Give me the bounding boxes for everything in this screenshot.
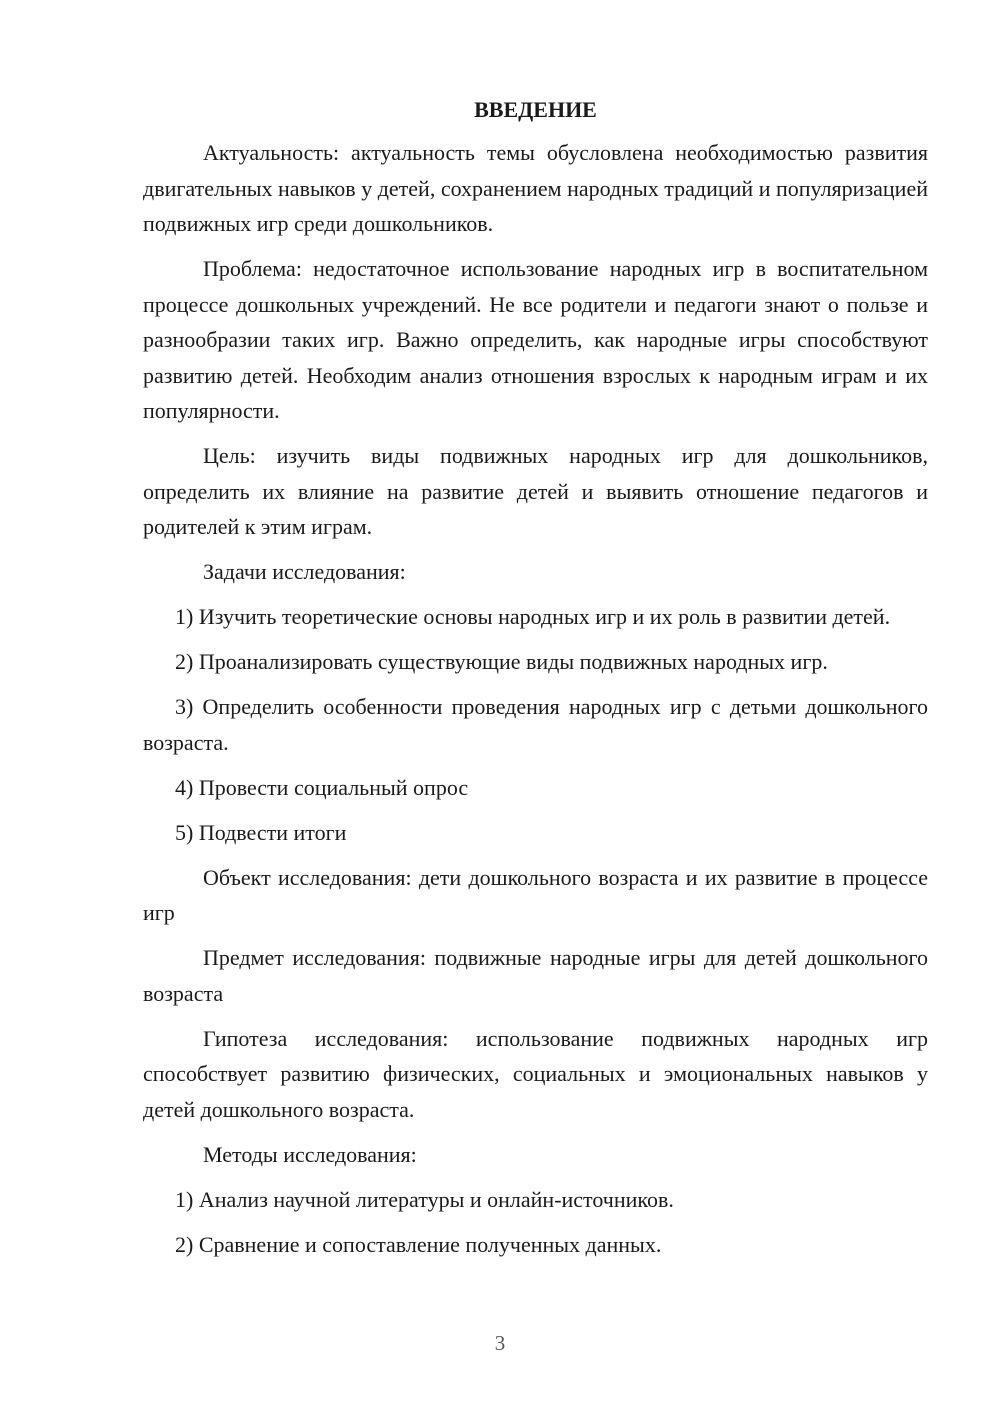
task-item-1: 1) Изучить теоретические основы народных игр и их роль в развитии детей. bbox=[175, 604, 891, 629]
paragraph-relevance: Актуальность: актуальность темы обусловлена необходимостью развития двигательных навыков у детей, сохранением народных традиций и популяризацией подвижных игр среди дошкольников. bbox=[143, 140, 928, 236]
paragraph-tasks-heading: Задачи исследования: bbox=[203, 559, 406, 584]
paragraph-subject: Предмет исследования: подвижные народные игры для детей дошкольного возраста bbox=[143, 945, 928, 1006]
paragraph-goal: Цель: изучить виды подвижных народных игр для дошкольников, определить их влияние на развитие детей и выявить отношение педагогов и родителей к этим играм. bbox=[143, 443, 928, 539]
document-page bbox=[143, 92, 928, 1272]
paragraph-object: Объект исследования: дети дошкольного возраста и их развитие в процессе игр bbox=[143, 864, 928, 925]
page-number: 3 bbox=[494, 1331, 506, 1355]
paragraph-methods-heading: Методы исследования: bbox=[203, 1141, 417, 1167]
task-item-4: 4) Провести социальный опрос bbox=[175, 774, 469, 800]
method-item-1: 1) Анализ научной литературы и онлайн-источников. bbox=[175, 1186, 674, 1212]
paragraph-hypothesis: Гипотеза исследования: использование подвижных народных игр способствует развитию физических, социальных и эмоциональных навыков у детей дошкольного возраста. bbox=[143, 1025, 928, 1122]
task-item-3: 3) Определить особенности проведения народных игр с детьми дошкольного возраста. bbox=[143, 694, 928, 755]
task-item-5: 5) Подвести итоги bbox=[175, 819, 347, 845]
task-item-2: 2) Проанализировать существующие виды подвижных народных игр. bbox=[175, 649, 828, 674]
method-item-2: 2) Сравнение и сопоставление полученных данных. bbox=[175, 1231, 662, 1257]
paragraph-problem: Проблема: недостаточное использование народных игр в воспитательном процессе дошкольных учреждений. Не все родители и педагоги знают о пользе и разнообразии таких игр. Важно определить, как народные игры способствуют развитию детей. Необходим анализ отношения взрослых к народным играм и их популярности. bbox=[143, 256, 928, 423]
section-title: ВВЕДЕНИЕ bbox=[474, 97, 597, 122]
